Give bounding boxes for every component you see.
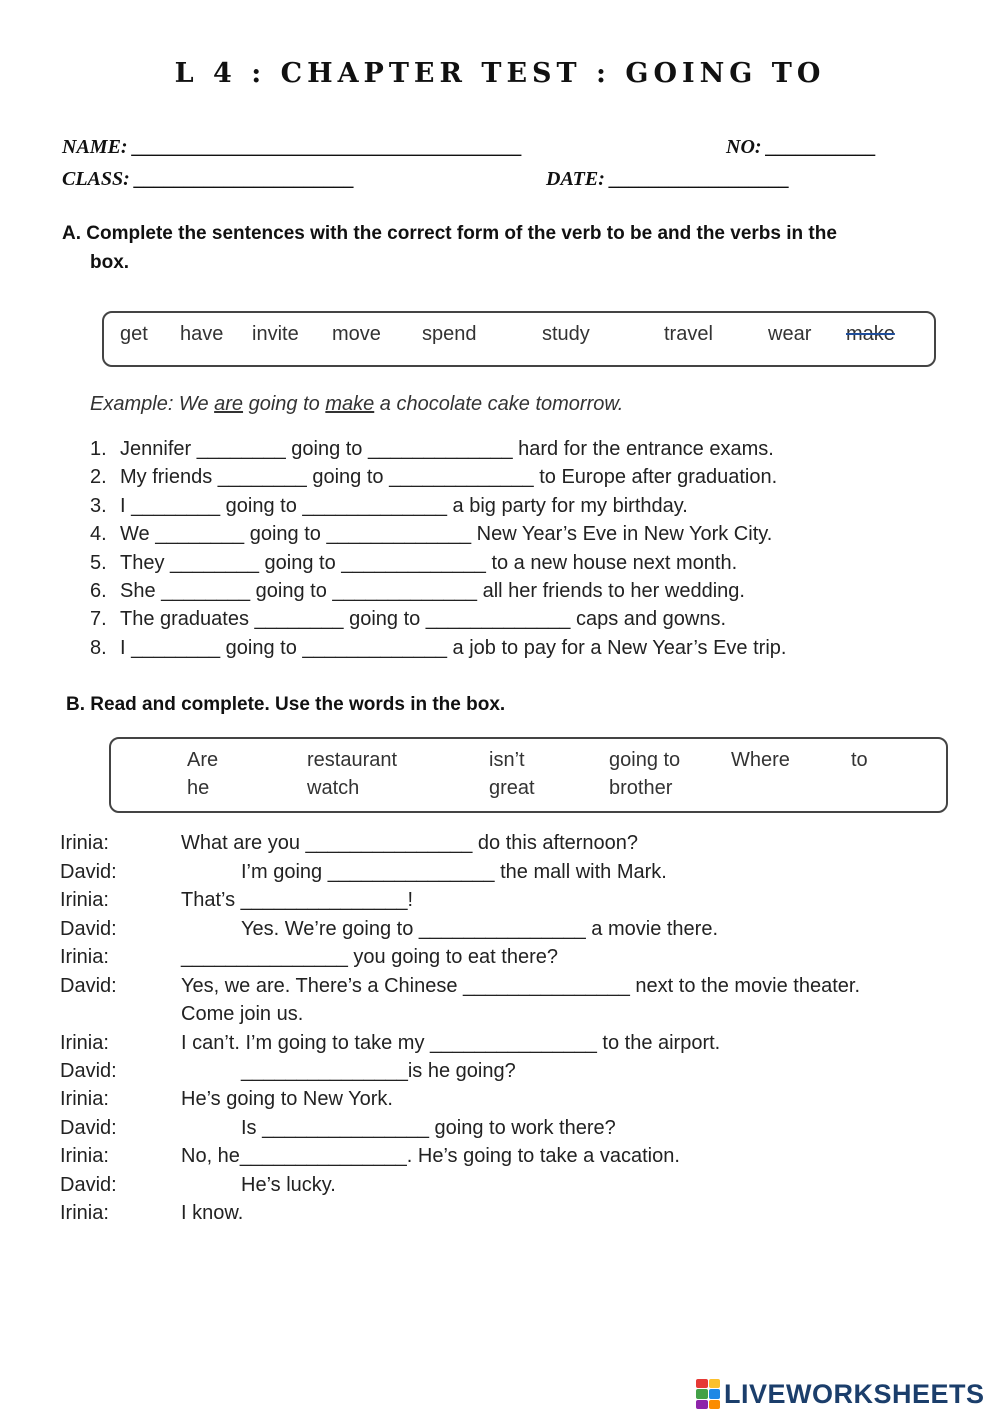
item-text: My friends ________ going to _____________ to Europe after graduation.	[120, 466, 778, 488]
dialogue-speaker: David:	[60, 1060, 117, 1082]
dialogue-speaker: David:	[60, 861, 117, 883]
word-box-item: get	[120, 323, 148, 345]
word-box-item: Where	[731, 749, 790, 771]
item-text: She ________ going to _____________ all her friends to her wedding.	[120, 580, 745, 602]
dialogue-line[interactable]: Yes. We’re going to _______________ a movie there.	[241, 918, 719, 940]
dialogue-line[interactable]: _______________is he going?	[241, 1060, 516, 1082]
dialogue-line[interactable]: That’s _______________!	[181, 889, 414, 911]
item-text: The graduates ________ going to _____________ caps and gowns.	[120, 608, 727, 630]
word-box-item: spend	[422, 323, 477, 345]
dialogue-line-cont: Come join us.	[181, 1003, 304, 1025]
dialogue-speaker: David:	[60, 975, 117, 997]
dialogue-speaker: Irinia:	[60, 1202, 109, 1224]
name-field[interactable]: NAME: _______________________________________	[62, 136, 523, 158]
logo-square	[696, 1400, 708, 1409]
dialogue-speaker: David:	[60, 1117, 117, 1139]
dialogue-line[interactable]: Is _______________ going to work there?	[241, 1117, 616, 1139]
section-a-instruction: A. Complete the sentences with the correct form of the verb to be and the verbs in the	[62, 223, 837, 244]
item-number: 8.	[90, 637, 107, 659]
example-sentence	[90, 393, 623, 416]
dialogue-speaker: Irinia:	[60, 889, 109, 911]
word-box-item: watch	[307, 777, 360, 799]
exercise-item[interactable]	[90, 438, 774, 461]
example-mid: going to	[243, 393, 326, 415]
liveworksheets-logo[interactable]	[696, 1376, 985, 1412]
logo-square	[709, 1400, 721, 1409]
item-number: 2.	[90, 466, 107, 488]
word-box-item: great	[489, 777, 535, 799]
exercise-item[interactable]	[90, 637, 786, 660]
dialogue-line: I know.	[181, 1202, 244, 1224]
item-text: I ________ going to _____________ a big party for my birthday.	[120, 495, 688, 517]
dialogue-speaker: Irinia:	[60, 1032, 109, 1054]
liveworksheets-logo-text: LIVEWORKSHEETS	[724, 1378, 985, 1409]
dialogue-speaker: David:	[60, 1174, 117, 1196]
class-field[interactable]: CLASS: ______________________	[62, 168, 355, 190]
dialogue-speaker: Irinia:	[60, 832, 109, 854]
word-box-item: isn’t	[489, 749, 525, 771]
dialogue-line[interactable]: I’m going _______________ the mall with Mark.	[241, 861, 667, 883]
word-box-item: going to	[609, 749, 681, 771]
exercise-item[interactable]	[90, 608, 726, 631]
word-box-item: Are	[187, 749, 219, 771]
dialogue-line: He’s going to New York.	[181, 1088, 393, 1110]
word-box-item: he	[187, 777, 210, 799]
word-box-item: move	[332, 323, 381, 345]
liveworksheets-logo-icon	[696, 1379, 720, 1409]
item-number: 4.	[90, 523, 107, 545]
dialogue-line[interactable]: _______________ you going to eat there?	[181, 946, 559, 968]
item-number: 5.	[90, 552, 107, 574]
dialogue-speaker: Irinia:	[60, 1088, 109, 1110]
dialogue-line: He’s lucky.	[241, 1174, 336, 1196]
dialogue-speaker: Irinia:	[60, 946, 109, 968]
exercise-item[interactable]	[90, 523, 772, 546]
dialogue-line[interactable]: I can’t. I’m going to take my _______________ to the airport.	[181, 1032, 721, 1054]
word-box-item: brother	[609, 777, 673, 799]
word-box-item: invite	[252, 323, 299, 345]
example-suffix: a chocolate cake tomorrow.	[374, 393, 624, 415]
exercise-item[interactable]	[90, 580, 745, 603]
dialogue-line[interactable]: Yes, we are. There’s a Chinese _______________ next to the movie theater.	[181, 975, 861, 997]
example-verb: make	[325, 393, 375, 415]
item-number: 1.	[90, 438, 107, 460]
number-field[interactable]: NO: ___________	[726, 136, 877, 158]
section-a-instruction-cont: box.	[90, 252, 130, 273]
page-title: L 4 : CHAPTER TEST : GOING TO	[174, 58, 826, 89]
section-b-instruction: B. Read and complete. Use the words in the box.	[66, 694, 506, 715]
item-number: 7.	[90, 608, 107, 630]
word-box-item-used: make	[846, 323, 895, 345]
item-text: I ________ going to _____________ a job to pay for a New Year’s Eve trip.	[120, 637, 787, 659]
word-box-item: study	[542, 323, 590, 345]
dialogue-line[interactable]: No, he_______________. He’s going to take a vacation.	[181, 1145, 680, 1167]
example-be: are	[214, 393, 244, 415]
word-box-a	[102, 311, 936, 367]
logo-square	[709, 1389, 721, 1398]
dialogue-speaker: Irinia:	[60, 1145, 109, 1167]
item-text: Jennifer ________ going to _____________ hard for the entrance exams.	[120, 438, 774, 460]
date-field[interactable]: DATE: __________________	[546, 168, 790, 190]
item-text: They ________ going to _____________ to a new house next month.	[120, 552, 738, 574]
word-box-item: travel	[664, 323, 713, 345]
word-box-item: have	[180, 323, 224, 345]
logo-square	[696, 1389, 708, 1398]
example-prefix: Example: We	[90, 393, 215, 415]
exercise-item[interactable]	[90, 552, 737, 575]
word-box-item: to	[851, 749, 868, 771]
word-box-item: wear	[768, 323, 812, 345]
word-box-item: restaurant	[307, 749, 398, 771]
word-box-b	[109, 737, 948, 813]
item-number: 3.	[90, 495, 107, 517]
exercise-item[interactable]	[90, 466, 777, 489]
dialogue-line[interactable]: What are you _______________ do this afternoon?	[181, 832, 639, 854]
dialogue-speaker: David:	[60, 918, 117, 940]
exercise-item[interactable]	[90, 495, 688, 518]
logo-square	[709, 1379, 721, 1388]
item-number: 6.	[90, 580, 107, 602]
logo-square	[696, 1379, 708, 1388]
item-text: We ________ going to _____________ New Year’s Eve in New York City.	[120, 523, 773, 545]
